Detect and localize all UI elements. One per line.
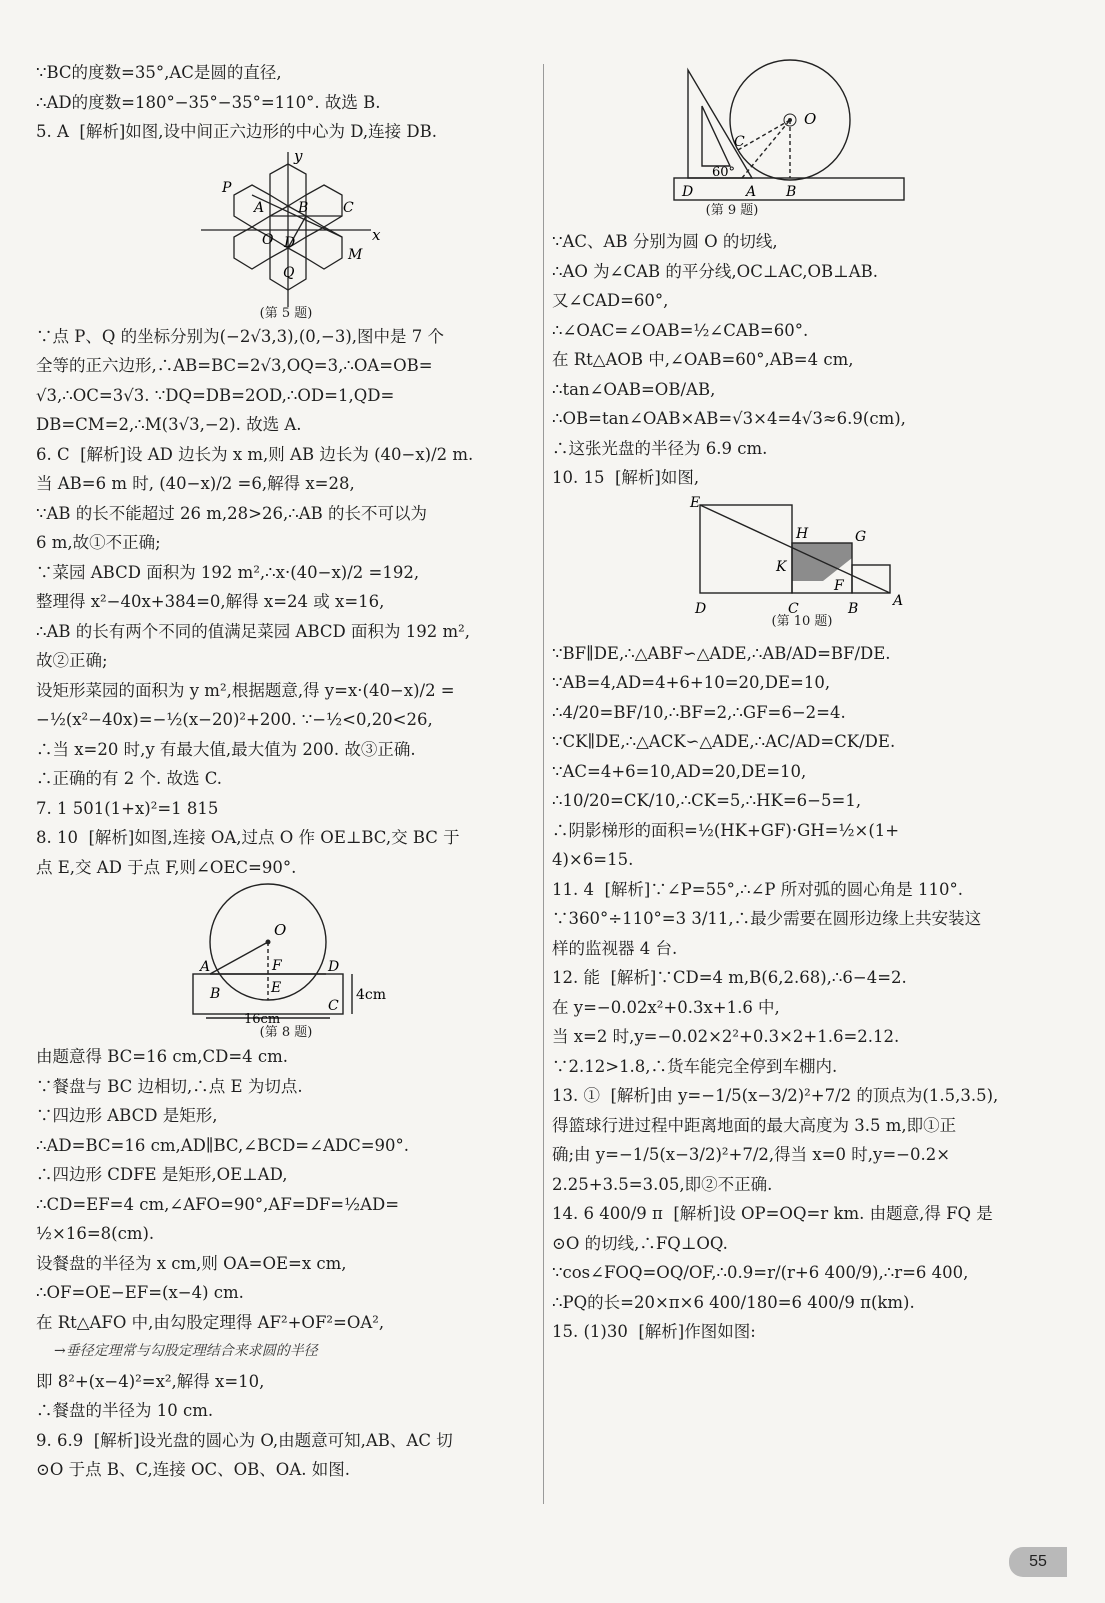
left-column xyxy=(36,58,536,1485)
text-line: 故②正确; xyxy=(36,651,108,670)
fig10-label-h: H xyxy=(796,525,809,542)
fig8-label-e: E xyxy=(271,980,282,996)
left-text-block-3 xyxy=(36,1042,536,1337)
text-line: ∴AO 为∠CAB 的平分线,OC⊥AC,OB⊥AB. xyxy=(552,261,878,281)
text-line: ½×16=8(cm). xyxy=(36,1224,155,1243)
fig10-label-b: B xyxy=(848,600,859,617)
text-line: ∴10/20=CK/10,∴CK=5,∴HK=6−5=1, xyxy=(552,791,862,810)
fig5-label-o: O xyxy=(262,231,274,248)
fig10-label-e: E xyxy=(690,494,701,511)
left-text-block-4 xyxy=(36,1367,536,1485)
fig8-label-f: F xyxy=(272,958,282,974)
text-line: 15. (1)30 [解析]作图如图: xyxy=(552,1322,756,1341)
text-line: ∵AB=4,AD=4+6+10=20,DE=10, xyxy=(552,673,831,692)
text-line: 整理得 x²−40x+384=0,解得 x=24 或 x=16, xyxy=(36,592,385,611)
fig5-label-y: y xyxy=(294,146,303,165)
fig10-caption: (第 10 题) xyxy=(771,613,833,629)
text-line: 设餐盘的半径为 x cm,则 OA=OE=x cm, xyxy=(36,1253,347,1273)
fig9-label-b: B xyxy=(786,184,797,200)
hexagon-diagram xyxy=(36,147,536,322)
fig8-label-d: D xyxy=(328,959,340,975)
text-line: 13. ① [解析]由 y=−1/5(x−3/2)²+7/2 的顶点为(1.5,3.5), xyxy=(552,1086,999,1105)
text-line: 在 Rt△AOB 中,∠OAB=60°,AB=4 cm, xyxy=(552,350,854,369)
text-line: ∴这张光盘的半径为 6.9 cm. xyxy=(552,438,768,458)
text-line: ∴4/20=BF/10,∴BF=2,∴GF=6−2=4. xyxy=(552,702,846,722)
text-line: ∵AC、AB 分别为圆 O 的切线, xyxy=(552,232,778,251)
text-line: ∴当 x=20 时,y 有最大值,最大值为 200. 故③正确. xyxy=(36,739,416,759)
fig10-label-a: A xyxy=(893,592,904,609)
page-number: 55 xyxy=(1009,1547,1067,1577)
text-line: ∴四边形 CDFE 是矩形,OE⊥AD, xyxy=(36,1165,288,1184)
fig5-caption: (第 5 题) xyxy=(259,305,313,321)
figure-5 xyxy=(36,147,536,322)
fig10-label-c: C xyxy=(788,600,799,617)
text-line: 又∠CAD=60°, xyxy=(552,291,669,310)
text-line: 在 Rt△AFO 中,由勾股定理得 AF²+OF²=OA², xyxy=(36,1312,385,1332)
text-line: 设矩形菜园的面积为 y m²,根据题意,得 y=x·(40−x)/2 = xyxy=(36,680,455,700)
right-column xyxy=(552,10,1072,1347)
text-line: 4)×6=15. xyxy=(552,850,634,869)
text-line: ∴AB 的长有两个不同的值满足菜园 ABCD 面积为 192 m², xyxy=(36,621,470,641)
text-line: ∵AC=4+6=10,AD=20,DE=10, xyxy=(552,761,807,781)
fig9-label-d: D xyxy=(682,184,694,200)
right-text-block-1 xyxy=(552,227,1072,493)
text-line: ∴CD=EF=4 cm,∠AFO=90°,AF=DF=½AD= xyxy=(36,1194,400,1214)
column-divider xyxy=(543,64,544,1504)
text-line: ∴tan∠OAB=OB/AB, xyxy=(552,379,716,399)
text-line: ∵2.12>1.8,∴货车能完全停到车棚内. xyxy=(552,1056,838,1076)
fig8-label-b: B xyxy=(210,986,221,1002)
text-line: √3,∴OC=3√3. ∵DQ=DB=2OD,∴OD=1,QD= xyxy=(36,385,395,405)
text-line: 5. A [解析]如图,设中间正六边形的中心为 D,连接 DB. xyxy=(36,122,437,141)
right-text-block-2 xyxy=(552,639,1072,1347)
text-line: ∴PQ的长=20×π×6 400/180=6 400/9 π(km). xyxy=(552,1292,915,1312)
fig8-label-16cm: 16cm xyxy=(244,1012,281,1027)
fig9-caption: (第 9 题) xyxy=(705,203,759,218)
left-text-block-2 xyxy=(36,322,536,883)
fig5-label-m: M xyxy=(348,246,363,263)
text-line: 全等的正六边形,∴AB=BC=2√3,OQ=3,∴OA=OB= xyxy=(36,356,433,375)
figure-9 xyxy=(552,10,1072,218)
fig8-label-c: C xyxy=(328,998,339,1014)
text-line: ∴OF=OE−EF=(x−4) cm. xyxy=(36,1283,244,1302)
figure-8 xyxy=(36,882,536,1042)
fig10-label-d: D xyxy=(695,600,707,617)
text-line: 确;由 y=−1/5(x−3/2)²+7/2,得当 x=0 时,y=−0.2× xyxy=(552,1145,951,1164)
text-line: 在 y=−0.02x²+0.3x+1.6 中, xyxy=(552,997,780,1017)
text-line: 6. C [解析]设 AD 边长为 x m,则 AB 边长为 (40−x)/2 m. xyxy=(36,444,474,464)
fig10-label-g: G xyxy=(855,528,867,545)
fig10-label-k: K xyxy=(776,558,787,575)
text-line: ∴∠OAC=∠OAB=½∠CAB=60°. xyxy=(552,320,809,340)
fig9-label-60: 60° xyxy=(712,165,736,180)
fig9-label-o: O xyxy=(804,110,817,128)
text-line: ∵菜园 ABCD 面积为 192 m²,∴x·(40−x)/2 =192, xyxy=(36,562,420,582)
text-line: ∵四边形 ABCD 是矩形, xyxy=(36,1106,218,1125)
margin-note: →垂径定理常与勾股定理结合来求圆的半径 xyxy=(54,1343,318,1359)
text-line: ∵cos∠FOQ=OQ/OF,∴0.9=r/(r+6 400/9),∴r=6 400, xyxy=(552,1263,969,1282)
fig5-label-q: Q xyxy=(283,264,295,281)
text-line: 6 m,故①不正确; xyxy=(36,533,161,552)
text-line: ⊙O 于点 B、C,连接 OC、OB、OA. 如图. xyxy=(36,1460,350,1479)
text-line: ⊙O 的切线,∴FQ⊥OQ. xyxy=(552,1233,728,1253)
text-line: 8. 10 [解析]如图,连接 OA,过点 O 作 OE⊥BC,交 BC 于 xyxy=(36,828,460,847)
fig8-caption: (第 8 题) xyxy=(259,1025,313,1040)
text-line: 10. 15 [解析]如图, xyxy=(552,468,700,487)
fig5-label-p: P xyxy=(222,179,232,196)
fig10-label-f: F xyxy=(834,577,844,594)
fig8-label-o: O xyxy=(274,921,287,939)
left-text-block-1 xyxy=(36,58,536,147)
plate-diagram xyxy=(36,882,536,1042)
text-line: −½(x²−40x)=−½(x−20)²+200. ∵−½<0,20<26, xyxy=(36,710,433,729)
fig5-label-c: C xyxy=(343,199,354,216)
fig9-label-c: C xyxy=(734,134,745,150)
text-line: 7. 1 501(1+x)²=1 815 xyxy=(36,798,219,818)
text-line: 14. 6 400/9 π [解析]设 OP=OQ=r km. 由题意,得 FQ 是 xyxy=(552,1204,993,1223)
text-line: ∵餐盘与 BC 边相切,∴点 E 为切点. xyxy=(36,1076,303,1096)
text-line: 由题意得 BC=16 cm,CD=4 cm. xyxy=(36,1047,289,1066)
squares-diagram xyxy=(552,493,1072,633)
text-line: 点 E,交 AD 于点 F,则∠OEC=90°. xyxy=(36,857,297,877)
text-line: DB=CM=2,∴M(3√3,−2). 故选 A. xyxy=(36,415,302,434)
text-line: 即 8²+(x−4)²=x²,解得 x=10, xyxy=(36,1371,265,1391)
text-line: 样的监视器 4 台. xyxy=(552,938,678,958)
fig5-label-d: D xyxy=(284,234,296,251)
fig5-label-x: x xyxy=(372,225,381,244)
disc-diagram xyxy=(552,10,1072,215)
text-line: ∴AD=BC=16 cm,AD∥BC,∠BCD=∠ADC=90°. xyxy=(36,1135,410,1155)
text-line: ∵AB 的长不能超过 26 m,28>26,∴AB 的长不可以为 xyxy=(36,503,428,523)
text-line: ∵CK∥DE,∴△ACK∽△ADE,∴AC/AD=CK/DE. xyxy=(552,732,896,751)
text-line: ∴正确的有 2 个. 故选 C. xyxy=(36,769,223,788)
fig9-label-a: A xyxy=(746,184,757,200)
text-line: ∵BF∥DE,∴△ABF∽△ADE,∴AB/AD=BF/DE. xyxy=(552,643,891,663)
text-line: ∵BC的度数=35°,AC是圆的直径, xyxy=(36,63,282,82)
figure-10 xyxy=(552,493,1072,633)
text-line: ∴餐盘的半径为 10 cm. xyxy=(36,1401,214,1420)
text-line: 当 AB=6 m 时, (40−x)/2 =6,解得 x=28, xyxy=(36,474,355,493)
text-line: 得篮球行进过程中距离地面的最大高度为 3.5 m,即①正 xyxy=(552,1115,957,1135)
text-line: 2.25+3.5=3.05,即②不正确. xyxy=(552,1174,773,1194)
text-line: 11. 4 [解析]∵∠P=55°,∴∠P 所对弧的圆心角是 110°. xyxy=(552,879,963,899)
text-line: 12. 能 [解析]∵CD=4 m,B(6,2.68),∴6−4=2. xyxy=(552,968,907,987)
text-line: ∵360°÷110°=3 3/11,∴最少需要在圆形边缘上共安装这 xyxy=(552,909,982,928)
text-line: ∴AD的度数=180°−35°−35°=110°. 故选 B. xyxy=(36,92,381,112)
text-line: 当 x=2 时,y=−0.02×2²+0.3×2+1.6=2.12. xyxy=(552,1027,900,1046)
fig5-label-b: B xyxy=(298,199,309,216)
text-line: 9. 6.9 [解析]设光盘的圆心为 O,由题意可知,AB、AC 切 xyxy=(36,1430,453,1450)
fig5-label-a: A xyxy=(254,199,265,216)
text-line: ∴OB=tan∠OAB×AB=√3×4=4√3≈6.9(cm), xyxy=(552,409,906,428)
text-line: ∵点 P、Q 的坐标分别为(−2√3,3),(0,−3),图中是 7 个 xyxy=(36,326,444,346)
text-line: ∴阴影梯形的面积=½(HK+GF)·GH=½×(1+ xyxy=(552,820,900,840)
fig8-label-4cm: 4cm xyxy=(356,987,387,1003)
fig8-label-a: A xyxy=(200,959,211,975)
